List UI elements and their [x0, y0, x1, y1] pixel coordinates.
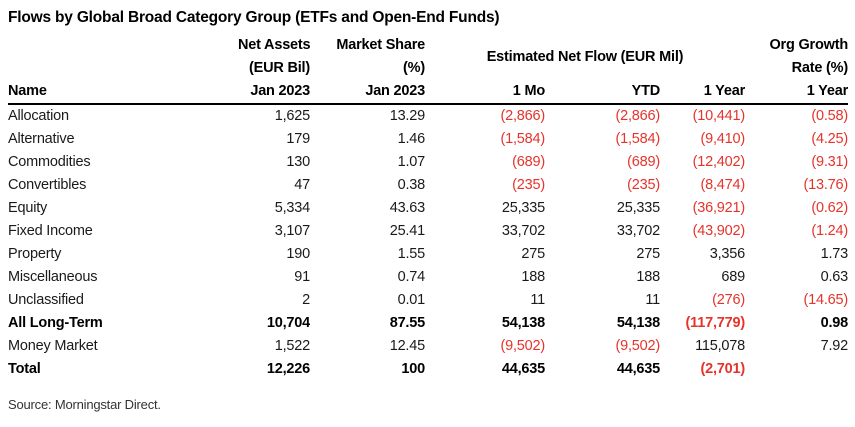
cell-org-growth: 1.73 — [820, 246, 849, 262]
table-title: Flows by Global Broad Category Group (ETFs and Open-End Funds) — [8, 9, 500, 26]
cell-market-share: 87.55 — [389, 315, 425, 331]
cell-category-name: Convertibles — [8, 177, 87, 193]
header-market-share-date: Jan 2023 — [310, 80, 425, 104]
cell-org-growth: (1.24) — [811, 223, 849, 239]
cell-market-share: 25.41 — [389, 223, 425, 239]
table-row — [8, 220, 848, 243]
cell-flow-1mo: 188 — [521, 269, 545, 285]
cell-category-name: Property — [8, 246, 62, 262]
cell-category-name: Equity — [8, 200, 48, 216]
header-org-growth-line2: Rate (%) — [791, 60, 849, 76]
cell-flow-1year: (2,701) — [700, 361, 746, 377]
header-net-assets-line2: (EUR Bil) — [248, 60, 310, 76]
cell-org-growth: 7.92 — [820, 338, 849, 354]
cell-flow-ytd: (2,866) — [615, 108, 660, 124]
cell-flow-1mo: 275 — [521, 246, 545, 262]
table-row — [8, 289, 848, 312]
cell-flow-ytd: (1,584) — [615, 131, 660, 147]
cell-flow-1mo: (235) — [512, 177, 545, 193]
cell-net-assets: 10,704 — [266, 315, 310, 331]
cell-flow-ytd: 33,702 — [616, 223, 660, 239]
cell-flow-1year: (8,474) — [700, 177, 746, 193]
table-row — [8, 358, 848, 381]
header-flow-ytd: YTD — [545, 80, 660, 104]
cell-flow-1mo: 25,335 — [501, 200, 545, 216]
cell-market-share: 0.38 — [397, 177, 425, 193]
cell-flow-ytd: 275 — [636, 246, 660, 262]
cell-org-growth: (9.31) — [811, 154, 849, 170]
header-flow-1mo: 1 Mo — [425, 80, 545, 104]
table-body — [8, 104, 848, 381]
header-net-assets-line1: Net Assets — [238, 37, 310, 53]
cell-flow-1year: 689 — [721, 269, 746, 285]
header-market-share-line2: (%) — [403, 60, 425, 76]
cell-flow-ytd: 25,335 — [616, 200, 660, 216]
cell-category-name: Alternative — [8, 131, 75, 147]
cell-market-share: 12.45 — [389, 338, 425, 354]
header-flow-group: Estimated Net Flow (EUR Mil) — [486, 48, 684, 65]
cell-net-assets: 179 — [286, 131, 310, 147]
cell-net-assets: 2 — [302, 292, 310, 308]
cell-net-assets: 190 — [286, 246, 310, 262]
cell-flow-1year: (117,779) — [685, 315, 746, 331]
cell-flow-ytd: (689) — [627, 154, 660, 170]
cell-org-growth: (0.58) — [811, 108, 849, 124]
flows-table — [8, 34, 848, 381]
cell-org-growth: (14.65) — [803, 292, 849, 308]
cell-org-growth: (13.76) — [803, 177, 849, 193]
cell-flow-ytd: (235) — [627, 177, 660, 193]
cell-flow-1mo: (689) — [512, 154, 545, 170]
header-market-share-line1: Market Share — [336, 37, 425, 53]
table-row — [8, 197, 848, 220]
table-row — [8, 243, 848, 266]
cell-flow-1mo: 44,635 — [501, 361, 545, 377]
cell-flow-1mo: 11 — [530, 292, 545, 308]
cell-category-name: Fixed Income — [8, 223, 93, 239]
cell-flow-1year: (9,410) — [700, 131, 746, 147]
cell-category-name: All Long-Term — [8, 315, 103, 331]
cell-net-assets: 1,522 — [274, 338, 310, 354]
header-flow-1year: 1 Year — [660, 80, 745, 104]
cell-category-name: Unclassified — [8, 292, 84, 308]
cell-flow-1mo: (9,502) — [500, 338, 545, 354]
cell-flow-1mo: 33,702 — [501, 223, 545, 239]
cell-org-growth: 0.63 — [820, 269, 849, 285]
cell-category-name: Allocation — [8, 108, 69, 124]
header-name-spacer — [8, 34, 238, 57]
cell-market-share: 1.55 — [397, 246, 425, 262]
cell-category-name: Commodities — [8, 154, 91, 170]
cell-flow-1mo: 54,138 — [501, 315, 545, 331]
table-row — [8, 312, 848, 335]
table-header — [8, 34, 848, 104]
cell-market-share: 13.29 — [389, 108, 425, 124]
cell-flow-1year: (10,441) — [692, 108, 746, 124]
table-row — [8, 151, 848, 174]
cell-net-assets: 91 — [294, 269, 310, 285]
cell-org-growth — [745, 358, 848, 381]
cell-flow-1year: (12,402) — [692, 154, 746, 170]
cell-market-share: 0.01 — [397, 292, 425, 308]
cell-category-name: Money Market — [8, 338, 98, 354]
cell-net-assets: 130 — [286, 154, 310, 170]
table-row — [8, 266, 848, 289]
cell-org-growth: (0.62) — [811, 200, 849, 216]
cell-market-share: 1.07 — [397, 154, 425, 170]
cell-org-growth: (4.25) — [811, 131, 849, 147]
header-name-spacer2 — [8, 57, 238, 80]
cell-market-share: 1.46 — [397, 131, 425, 147]
cell-market-share: 43.63 — [389, 200, 425, 216]
cell-flow-1year: 3,356 — [709, 246, 746, 262]
cell-flow-1year: (43,902) — [692, 223, 746, 239]
cell-category-name: Miscellaneous — [8, 269, 98, 285]
cell-flow-1year: 115,078 — [695, 338, 746, 354]
cell-flow-ytd: 11 — [645, 292, 660, 308]
cell-flow-ytd: 188 — [636, 269, 660, 285]
header-net-assets-date: Jan 2023 — [238, 80, 310, 104]
cell-flow-1mo: (2,866) — [500, 108, 545, 124]
cell-net-assets: 1,625 — [274, 108, 310, 124]
header-org-growth-1year: 1 Year — [745, 80, 848, 104]
cell-flow-1year: (36,921) — [692, 200, 746, 216]
source-note: Source: Morningstar Direct. — [8, 397, 161, 412]
cell-market-share: 100 — [401, 361, 425, 377]
cell-flow-ytd: 44,635 — [616, 361, 660, 377]
table-row — [8, 335, 848, 358]
cell-net-assets: 3,107 — [274, 223, 310, 239]
header-org-growth-line1: Org Growth — [769, 37, 849, 53]
cell-category-name: Total — [8, 361, 41, 377]
cell-flow-1mo: (1,584) — [500, 131, 545, 147]
table-row — [8, 104, 848, 128]
cell-org-growth: 0.98 — [820, 315, 849, 331]
cell-market-share: 0.74 — [397, 269, 425, 285]
cell-net-assets: 47 — [294, 177, 310, 193]
cell-net-assets: 12,226 — [266, 361, 310, 377]
header-name: Name — [8, 80, 238, 104]
table-row — [8, 128, 848, 151]
cell-flow-ytd: 54,138 — [616, 315, 660, 331]
cell-net-assets: 5,334 — [274, 200, 310, 216]
cell-flow-ytd: (9,502) — [615, 338, 660, 354]
cell-flow-1year: (276) — [712, 292, 746, 308]
table-row — [8, 174, 848, 197]
